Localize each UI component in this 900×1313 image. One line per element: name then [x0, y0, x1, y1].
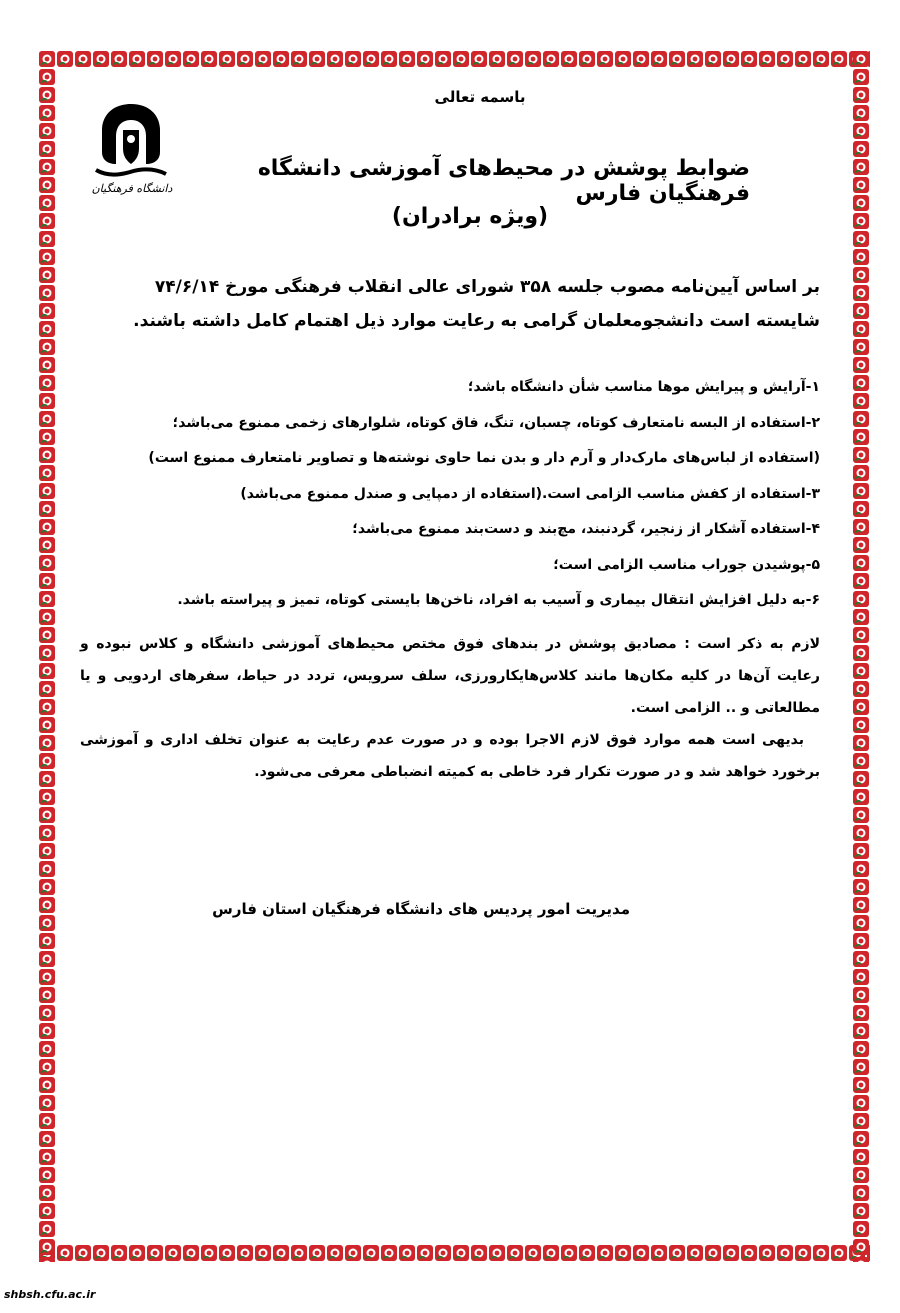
intro-line: بر اساس آیین‌نامه مصوب جلسه ۳۵۸ شورای عالی انقلاب فرهنگی مورخ ۷۴/۶/۱۴	[154, 277, 820, 297]
note-paragraph: بدیهی است همه موارد فوق لازم الاجرا بوده و در صورت عدم رعایت به عنوان تخلف اداری و آموزشی برخورد خواهد شد و در صورت تکرار فرد خاطی به کمیته انضباطی معرفی می‌شود.	[80, 732, 820, 780]
list-item: ۶-به دلیل افزایش انتقال بیماری و آسیب به افراد، ناخن‌ها بایستی کوتاه، تمیز و پیراسته باشد.	[177, 592, 820, 608]
intro-line: شایسته است دانشجومعلمان گرامی به رعایت موارد ذیل اهتمام کامل داشته باشند.	[133, 311, 820, 331]
page-title: ضوابط پوشش در محیط‌های آموزشی دانشگاه فرهنگیان فارس	[257, 156, 750, 206]
floral-border-bottom-icon	[38, 1244, 870, 1262]
floral-border-top-icon	[38, 50, 870, 68]
list-item: ۲-استفاده از البسه نامتعارف کوتاه، چسبان، تنگ، فاق کوتاه، شلوارهای زخمی ممنوع می‌باشد؛	[172, 414, 820, 431]
note-section	[80, 628, 820, 788]
list-item: (استفاده از لباس‌های مارک‌دار و آرم دار و بدن نما حاوی نوشته‌ها و تصاویر نامتعارف ممنوع است)	[148, 450, 820, 466]
page-subtitle: (ویژه برادران)	[391, 204, 549, 229]
header-basmala: باسمه تعالی	[434, 88, 526, 106]
note-paragraph: لازم به ذکر است : مصادیق پوشش در بندهای فوق مختص محیط‌های آموزشی دانشگاه و کلاس نبوده و رعایت آن‌ها در کلیه مکان‌ها مانند کلاس‌هایکارورزی، سلف سرویس، تردد در حیاط، سفرهای اردویی و یا مطالعاتی و .. الزامی است.	[80, 636, 820, 716]
intro-paragraph	[80, 270, 820, 338]
list-item: ۳-استفاده از کفش مناسب الزامی است.(استفاده از دمپایی و صندل ممنوع می‌باشد)	[240, 485, 820, 502]
list-item: ۱-آرایش و پیرایش موها مناسب شأن دانشگاه باشد؛	[467, 379, 820, 395]
logo-caption: دانشگاه فرهنگیان	[91, 182, 173, 195]
list-item: ۴-استفاده آشکار از زنجیر، گردنبند، مچ‌بند و دست‌بند ممنوع می‌باشد؛	[352, 521, 820, 537]
footer-url: shbsh.cfu.ac.ir	[4, 1288, 96, 1301]
list-item: ۵-پوشیدن جوراب مناسب الزامی است؛	[553, 556, 820, 573]
floral-border-right-icon	[852, 50, 870, 1262]
rules-list	[80, 372, 820, 621]
floral-border-left-icon	[38, 50, 56, 1262]
signature: مدیریت امور پردیس های دانشگاه فرهنگیان استان فارس	[212, 900, 630, 918]
